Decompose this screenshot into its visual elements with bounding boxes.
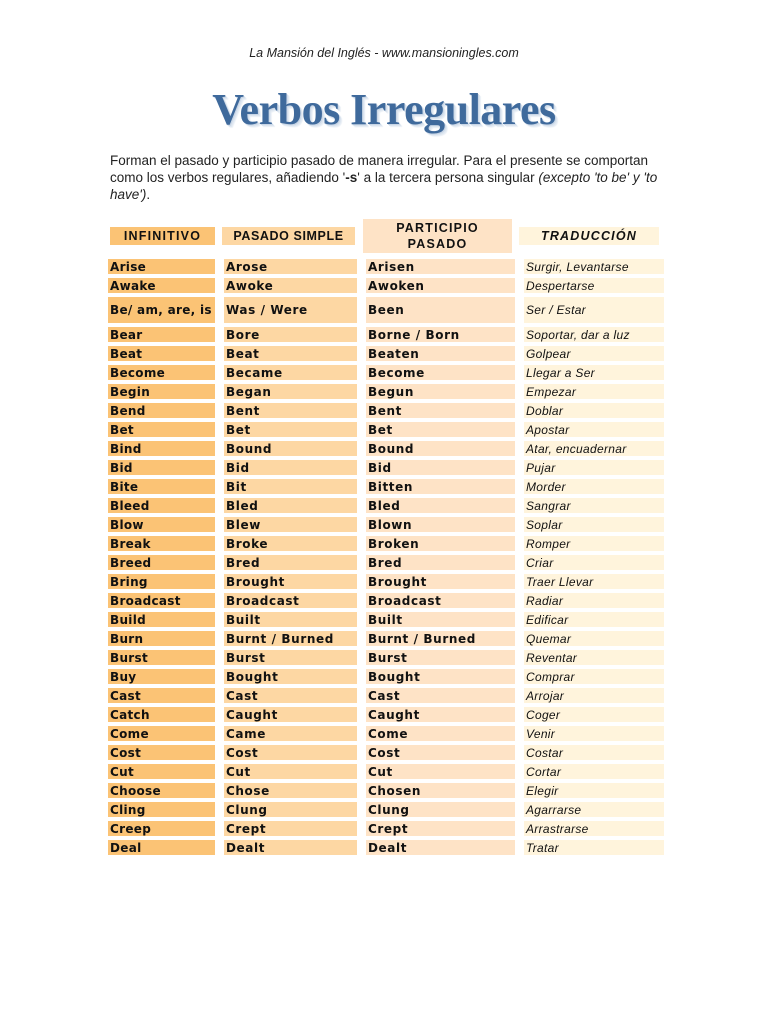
table-row: [108, 259, 664, 274]
participle-cell: Begun: [366, 384, 515, 399]
column-gap: [215, 631, 224, 646]
table-row: [108, 840, 664, 855]
participle-cell: Clung: [366, 802, 515, 817]
column-gap: [515, 650, 524, 665]
translation-cell: Golpear: [524, 346, 664, 361]
column-gap: [215, 745, 224, 760]
participle-cell: Bled: [366, 498, 515, 513]
participle-cell: Blown: [366, 517, 515, 532]
column-gap: [357, 574, 366, 589]
column-gap: [215, 460, 224, 475]
infinitive-cell: Cling: [108, 802, 215, 817]
translation-cell: Agarrarse: [524, 802, 664, 817]
column-gap: [215, 821, 224, 836]
column-gap: [215, 783, 224, 798]
page-title: Verbos Irregulares: [212, 85, 556, 134]
infinitive-cell: Creep: [108, 821, 215, 836]
participle-cell: Crept: [366, 821, 515, 836]
translation-cell: Apostar: [524, 422, 664, 437]
column-gap: [515, 669, 524, 684]
translation-cell: Comprar: [524, 669, 664, 684]
column-gap: [515, 707, 524, 722]
column-gap: [215, 688, 224, 703]
column-gap: [357, 593, 366, 608]
column-gap: [215, 802, 224, 817]
past-simple-cell: Bent: [224, 403, 357, 418]
table-row: [108, 536, 664, 551]
infinitive-cell: Bend: [108, 403, 215, 418]
past-simple-cell: Came: [224, 726, 357, 741]
table-row: [108, 669, 664, 684]
column-gap: [215, 669, 224, 684]
table-row: [108, 346, 664, 361]
participle-cell: Been: [366, 297, 515, 323]
header-participle-line2: PASADO: [407, 237, 468, 251]
participle-cell: Bid: [366, 460, 515, 475]
past-simple-cell: Chose: [224, 783, 357, 798]
infinitive-cell: Become: [108, 365, 215, 380]
infinitive-cell: Bleed: [108, 498, 215, 513]
column-gap: [215, 650, 224, 665]
column-gap: [215, 278, 224, 293]
column-gap: [215, 365, 224, 380]
column-gap: [357, 707, 366, 722]
translation-cell: Reventar: [524, 650, 664, 665]
column-gap: [515, 688, 524, 703]
column-gap: [357, 688, 366, 703]
past-simple-cell: Was / Were: [224, 297, 357, 323]
infinitive-cell: Bind: [108, 441, 215, 456]
infinitive-cell: Broadcast: [108, 593, 215, 608]
translation-cell: Despertarse: [524, 278, 664, 293]
participle-cell: Come: [366, 726, 515, 741]
column-gap: [515, 498, 524, 513]
translation-cell: Traer Llevar: [524, 574, 664, 589]
column-gap: [215, 574, 224, 589]
header-past-simple: PASADO SIMPLE: [222, 227, 355, 245]
past-simple-cell: Beat: [224, 346, 357, 361]
translation-cell: Surgir, Levantarse: [524, 259, 664, 274]
participle-cell: Bought: [366, 669, 515, 684]
column-gap: [357, 441, 366, 456]
translation-cell: Pujar: [524, 460, 664, 475]
infinitive-cell: Cast: [108, 688, 215, 703]
table-row: [108, 384, 664, 399]
column-gap: [515, 783, 524, 798]
column-gap: [215, 327, 224, 342]
column-gap: [215, 612, 224, 627]
column-gap: [215, 726, 224, 741]
column-gap: [515, 536, 524, 551]
infinitive-cell: Catch: [108, 707, 215, 722]
translation-cell: Venir: [524, 726, 664, 741]
past-simple-cell: Became: [224, 365, 357, 380]
column-gap: [357, 327, 366, 342]
column-gap: [215, 259, 224, 274]
past-simple-cell: Cast: [224, 688, 357, 703]
table-row: [108, 327, 664, 342]
translation-cell: Edificar: [524, 612, 664, 627]
participle-cell: Become: [366, 365, 515, 380]
participle-cell: Burnt / Burned: [366, 631, 515, 646]
column-gap: [357, 498, 366, 513]
infinitive-cell: Deal: [108, 840, 215, 855]
table-row: [108, 726, 664, 741]
participle-cell: Brought: [366, 574, 515, 589]
column-gap: [515, 346, 524, 361]
table-row: [108, 460, 664, 475]
past-simple-cell: Cost: [224, 745, 357, 760]
column-gap: [357, 384, 366, 399]
page-header: La Mansión del Inglés - www.mansioningles.com: [249, 46, 519, 60]
intro-note: (excepto 'to be' y 'to have'): [110, 170, 658, 202]
participle-cell: Cast: [366, 688, 515, 703]
translation-cell: Morder: [524, 479, 664, 494]
column-gap: [357, 346, 366, 361]
column-gap: [215, 403, 224, 418]
translation-cell: Tratar: [524, 840, 664, 855]
past-simple-cell: Crept: [224, 821, 357, 836]
table-row: [108, 802, 664, 817]
column-gap: [357, 479, 366, 494]
past-simple-cell: Bred: [224, 555, 357, 570]
column-gap: [515, 278, 524, 293]
infinitive-cell: Awake: [108, 278, 215, 293]
past-simple-cell: Arose: [224, 259, 357, 274]
column-gap: [215, 441, 224, 456]
column-gap: [215, 517, 224, 532]
translation-cell: Arrojar: [524, 688, 664, 703]
past-simple-cell: Burst: [224, 650, 357, 665]
participle-cell: Bent: [366, 403, 515, 418]
infinitive-cell: Cut: [108, 764, 215, 779]
participle-cell: Cost: [366, 745, 515, 760]
column-gap: [215, 764, 224, 779]
translation-cell: Soplar: [524, 517, 664, 532]
participle-cell: Burst: [366, 650, 515, 665]
column-gap: [515, 441, 524, 456]
translation-cell: Coger: [524, 707, 664, 722]
table-row: [108, 745, 664, 760]
infinitive-cell: Beat: [108, 346, 215, 361]
participle-cell: Caught: [366, 707, 515, 722]
column-gap: [357, 745, 366, 760]
column-gap: [357, 297, 366, 323]
participle-cell: Dealt: [366, 840, 515, 855]
table-row: [108, 555, 664, 570]
column-gap: [357, 365, 366, 380]
infinitive-cell: Begin: [108, 384, 215, 399]
participle-cell: Arisen: [366, 259, 515, 274]
infinitive-cell: Bet: [108, 422, 215, 437]
intro-text-1: Forman el pasado y participio pasado de manera irregular. Para el presente se comportan como los verbos regulares, añadiendo ': [110, 153, 649, 185]
translation-cell: Atar, encuadernar: [524, 441, 664, 456]
column-gap: [357, 821, 366, 836]
column-gap: [515, 555, 524, 570]
column-gap: [357, 536, 366, 551]
past-simple-cell: Brought: [224, 574, 357, 589]
column-gap: [357, 802, 366, 817]
column-gap: [515, 764, 524, 779]
column-gap: [515, 403, 524, 418]
infinitive-cell: Buy: [108, 669, 215, 684]
column-gap: [357, 669, 366, 684]
infinitive-cell: Break: [108, 536, 215, 551]
participle-cell: Built: [366, 612, 515, 627]
table-row: [108, 278, 664, 293]
past-simple-cell: Began: [224, 384, 357, 399]
column-gap: [357, 726, 366, 741]
infinitive-cell: Build: [108, 612, 215, 627]
column-gap: [515, 517, 524, 532]
past-simple-cell: Cut: [224, 764, 357, 779]
translation-cell: Empezar: [524, 384, 664, 399]
header-infinitive: INFINITIVO: [110, 227, 215, 245]
table-row: [108, 574, 664, 589]
participle-cell: Bet: [366, 422, 515, 437]
infinitive-cell: Blow: [108, 517, 215, 532]
past-simple-cell: Bit: [224, 479, 357, 494]
past-simple-cell: Burnt / Burned: [224, 631, 357, 646]
past-simple-cell: Clung: [224, 802, 357, 817]
column-gap: [357, 650, 366, 665]
column-gap: [515, 460, 524, 475]
table-row: [108, 821, 664, 836]
header-participle-line1: PARTICIPIO: [396, 221, 479, 235]
column-gap: [357, 783, 366, 798]
infinitive-cell: Arise: [108, 259, 215, 274]
translation-cell: Cortar: [524, 764, 664, 779]
intro-text-2: ' a la tercera persona singular: [357, 170, 539, 185]
translation-cell: Soportar, dar a luz: [524, 327, 664, 342]
past-simple-cell: Bound: [224, 441, 357, 456]
translation-cell: Arrastrarse: [524, 821, 664, 836]
table-row: [108, 441, 664, 456]
infinitive-cell: Burst: [108, 650, 215, 665]
column-gap: [515, 802, 524, 817]
table-row: [108, 650, 664, 665]
column-gap: [357, 259, 366, 274]
participle-cell: Awoken: [366, 278, 515, 293]
column-gap: [515, 612, 524, 627]
participle-cell: Borne / Born: [366, 327, 515, 342]
column-gap: [357, 278, 366, 293]
translation-cell: Ser / Estar: [524, 297, 664, 323]
participle-cell: Chosen: [366, 783, 515, 798]
infinitive-cell: Bear: [108, 327, 215, 342]
column-gap: [515, 574, 524, 589]
table-row: [108, 498, 664, 513]
header-translation: TRADUCCIÓN: [519, 227, 659, 245]
verbs-table: [108, 255, 664, 859]
past-simple-cell: Dealt: [224, 840, 357, 855]
column-gap: [215, 384, 224, 399]
table-row: [108, 517, 664, 532]
infinitive-cell: Come: [108, 726, 215, 741]
past-simple-cell: Blew: [224, 517, 357, 532]
translation-cell: Sangrar: [524, 498, 664, 513]
past-simple-cell: Caught: [224, 707, 357, 722]
past-simple-cell: Bought: [224, 669, 357, 684]
column-gap: [215, 707, 224, 722]
table-row: [108, 631, 664, 646]
column-gap: [515, 821, 524, 836]
translation-cell: Romper: [524, 536, 664, 551]
column-gap: [515, 631, 524, 646]
column-gap: [515, 479, 524, 494]
column-gap: [215, 536, 224, 551]
header-participle: [363, 219, 512, 253]
column-gap: [515, 726, 524, 741]
column-gap: [215, 498, 224, 513]
past-simple-cell: Bet: [224, 422, 357, 437]
past-simple-cell: Built: [224, 612, 357, 627]
participle-cell: Bitten: [366, 479, 515, 494]
table-row: [108, 707, 664, 722]
intro-paragraph: [110, 152, 670, 203]
column-gap: [515, 365, 524, 380]
infinitive-cell: Breed: [108, 555, 215, 570]
column-gap: [215, 593, 224, 608]
infinitive-cell: Bite: [108, 479, 215, 494]
participle-cell: Bound: [366, 441, 515, 456]
infinitive-cell: Cost: [108, 745, 215, 760]
infinitive-cell: Burn: [108, 631, 215, 646]
column-gap: [515, 840, 524, 855]
table-row: [108, 365, 664, 380]
intro-end: .: [146, 187, 151, 202]
table-row: [108, 593, 664, 608]
past-simple-cell: Awoke: [224, 278, 357, 293]
translation-cell: Doblar: [524, 403, 664, 418]
column-gap: [515, 593, 524, 608]
translation-cell: Costar: [524, 745, 664, 760]
participle-cell: Bred: [366, 555, 515, 570]
infinitive-cell: Bring: [108, 574, 215, 589]
column-gap: [515, 259, 524, 274]
column-gap: [357, 555, 366, 570]
verbs-table-body: [108, 259, 664, 855]
column-gap: [357, 840, 366, 855]
column-gap: [357, 460, 366, 475]
column-gap: [357, 517, 366, 532]
past-simple-cell: Broke: [224, 536, 357, 551]
column-gap: [515, 745, 524, 760]
column-gap: [215, 479, 224, 494]
column-gap: [515, 327, 524, 342]
past-simple-cell: Bled: [224, 498, 357, 513]
table-row: [108, 297, 664, 323]
infinitive-cell: Be/ am, are, is: [108, 297, 215, 323]
translation-cell: Elegir: [524, 783, 664, 798]
table-row: [108, 612, 664, 627]
table-row: [108, 403, 664, 418]
past-simple-cell: Broadcast: [224, 593, 357, 608]
column-gap: [357, 764, 366, 779]
table-row: [108, 688, 664, 703]
column-gap: [515, 422, 524, 437]
table-row: [108, 479, 664, 494]
column-gap: [515, 384, 524, 399]
translation-cell: Radiar: [524, 593, 664, 608]
intro-suffix: -s: [345, 170, 358, 185]
table-row: [108, 764, 664, 779]
participle-cell: Beaten: [366, 346, 515, 361]
column-gap: [215, 297, 224, 323]
infinitive-cell: Bid: [108, 460, 215, 475]
column-gap: [215, 840, 224, 855]
participle-cell: Broadcast: [366, 593, 515, 608]
column-gap: [357, 422, 366, 437]
column-gap: [357, 403, 366, 418]
translation-cell: Criar: [524, 555, 664, 570]
column-gap: [515, 297, 524, 323]
column-gap: [357, 612, 366, 627]
column-gap: [215, 346, 224, 361]
past-simple-cell: Bore: [224, 327, 357, 342]
column-gap: [357, 631, 366, 646]
column-gap: [215, 422, 224, 437]
table-row: [108, 783, 664, 798]
column-gap: [215, 555, 224, 570]
participle-cell: Cut: [366, 764, 515, 779]
table-row: [108, 422, 664, 437]
past-simple-cell: Bid: [224, 460, 357, 475]
participle-cell: Broken: [366, 536, 515, 551]
translation-cell: Quemar: [524, 631, 664, 646]
infinitive-cell: Choose: [108, 783, 215, 798]
translation-cell: Llegar a Ser: [524, 365, 664, 380]
